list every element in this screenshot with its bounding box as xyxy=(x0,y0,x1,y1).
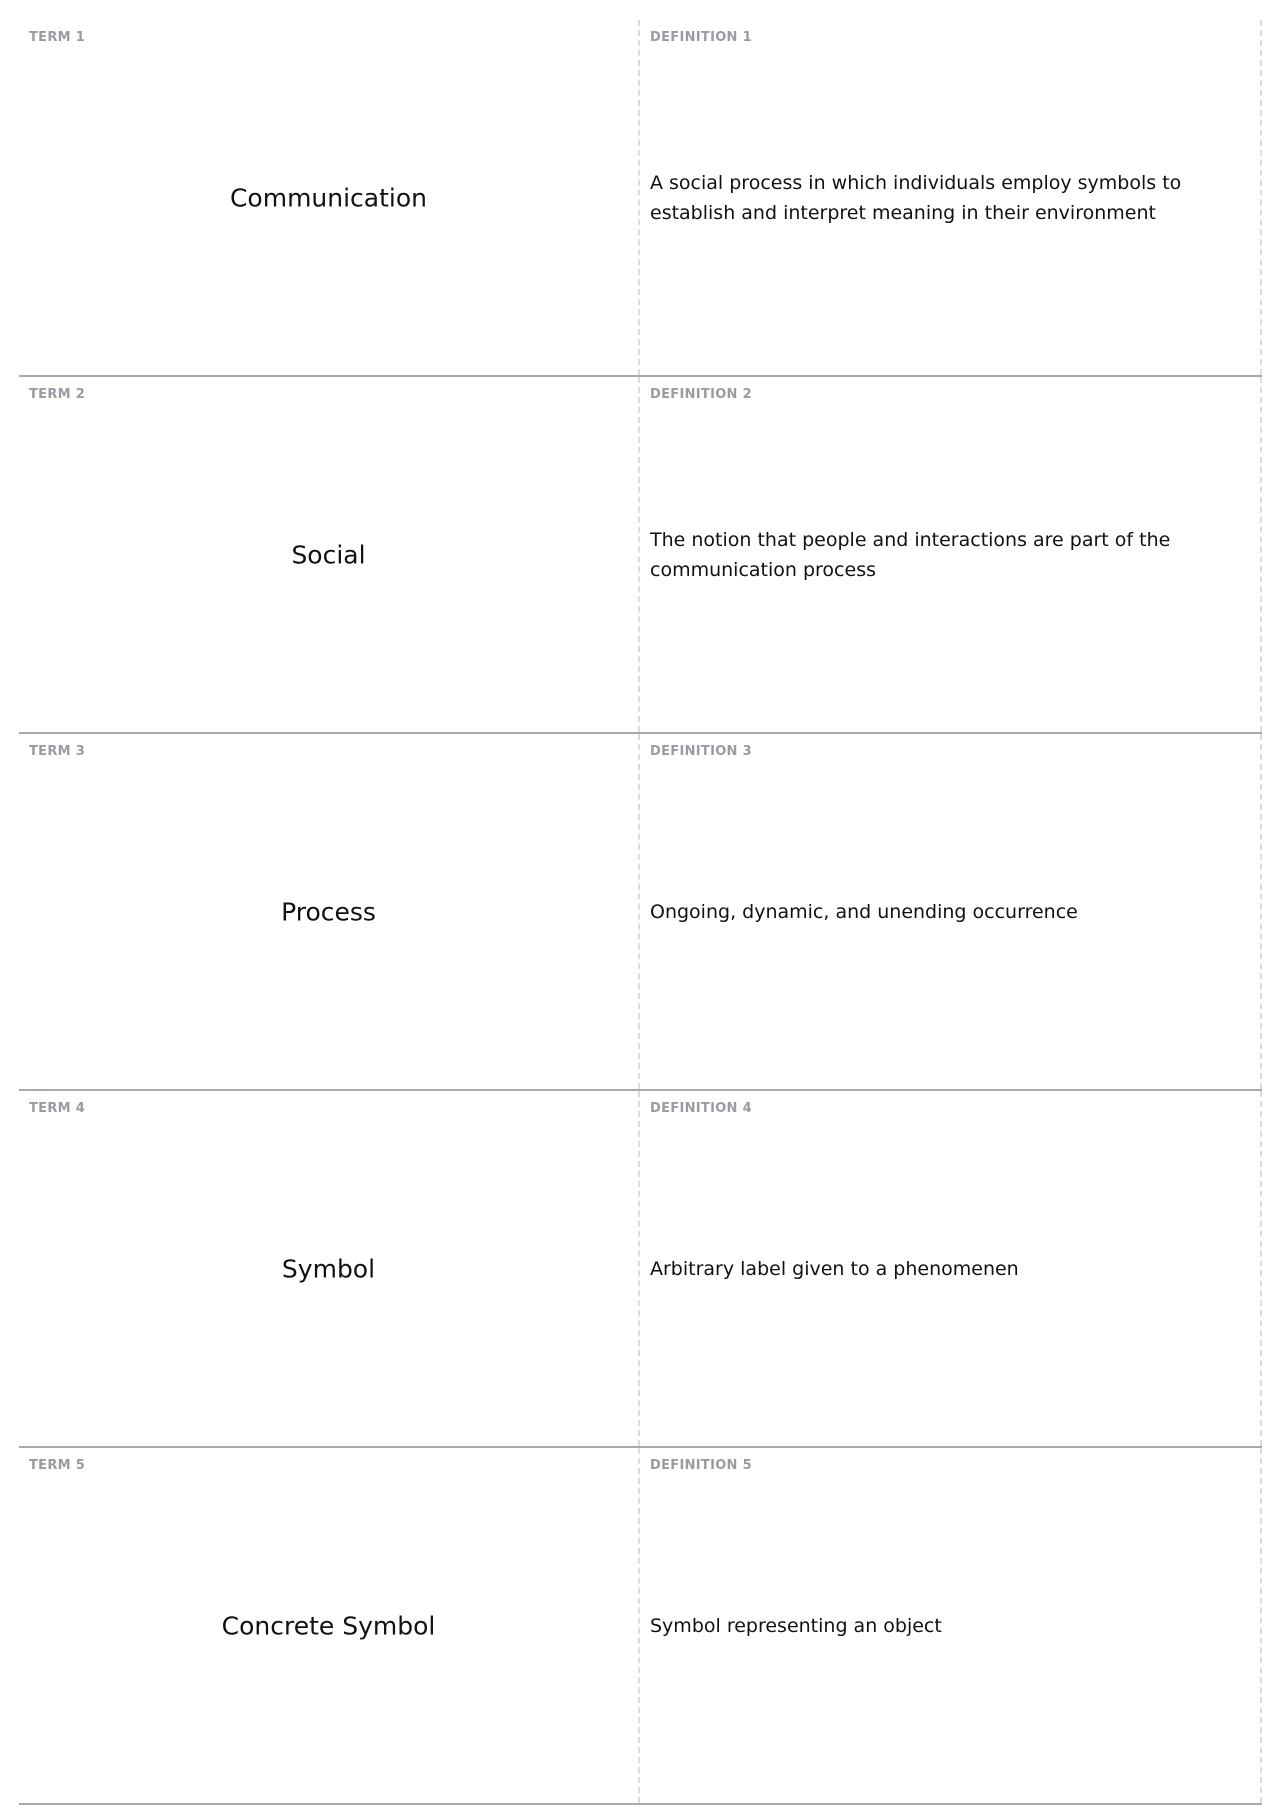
term-label: TERM 5 xyxy=(29,1458,86,1473)
term-label: TERM 4 xyxy=(29,1101,86,1116)
term-text: Social xyxy=(291,540,366,569)
card-row xyxy=(19,734,1262,1091)
term-cell xyxy=(19,20,640,375)
term-cell xyxy=(19,377,640,732)
term-text: Communication xyxy=(229,183,428,212)
definition-cell xyxy=(640,734,1262,1089)
term-cell xyxy=(19,734,640,1089)
card-row xyxy=(19,1448,1262,1805)
term-text: Process xyxy=(281,897,376,926)
flashcard-sheet xyxy=(19,20,1262,1805)
term-label: TERM 2 xyxy=(29,387,86,402)
definition-label: DEFINITION 4 xyxy=(650,1101,752,1116)
definition-cell xyxy=(640,377,1262,732)
definition-cell xyxy=(640,20,1262,375)
term-cell xyxy=(19,1091,640,1446)
card-row xyxy=(19,20,1262,377)
card-row xyxy=(19,377,1262,734)
term-text: Symbol xyxy=(281,1254,376,1283)
definition-label: DEFINITION 2 xyxy=(650,387,752,402)
term-text: Concrete Symbol xyxy=(221,1611,436,1640)
term-label: TERM 3 xyxy=(29,744,86,759)
definition-label: DEFINITION 3 xyxy=(650,744,752,759)
term-cell xyxy=(19,1448,640,1803)
definition-cell xyxy=(640,1448,1262,1803)
definition-text: Ongoing, dynamic, and unending occurrence xyxy=(650,900,1078,923)
definition-text: A social process in which individuals employ symbols to establish and interpret meaning in their environment xyxy=(650,171,1182,224)
definition-text: Symbol representing an object xyxy=(650,1614,942,1637)
definition-text: The notion that people and interactions are part of the communication process xyxy=(650,528,1171,581)
card-row xyxy=(19,1091,1262,1448)
definition-label: DEFINITION 1 xyxy=(650,30,752,45)
definition-cell xyxy=(640,1091,1262,1446)
definition-label: DEFINITION 5 xyxy=(650,1458,752,1473)
definition-text: Arbitrary label given to a phenomenen xyxy=(650,1257,1019,1280)
term-label: TERM 1 xyxy=(29,30,86,45)
